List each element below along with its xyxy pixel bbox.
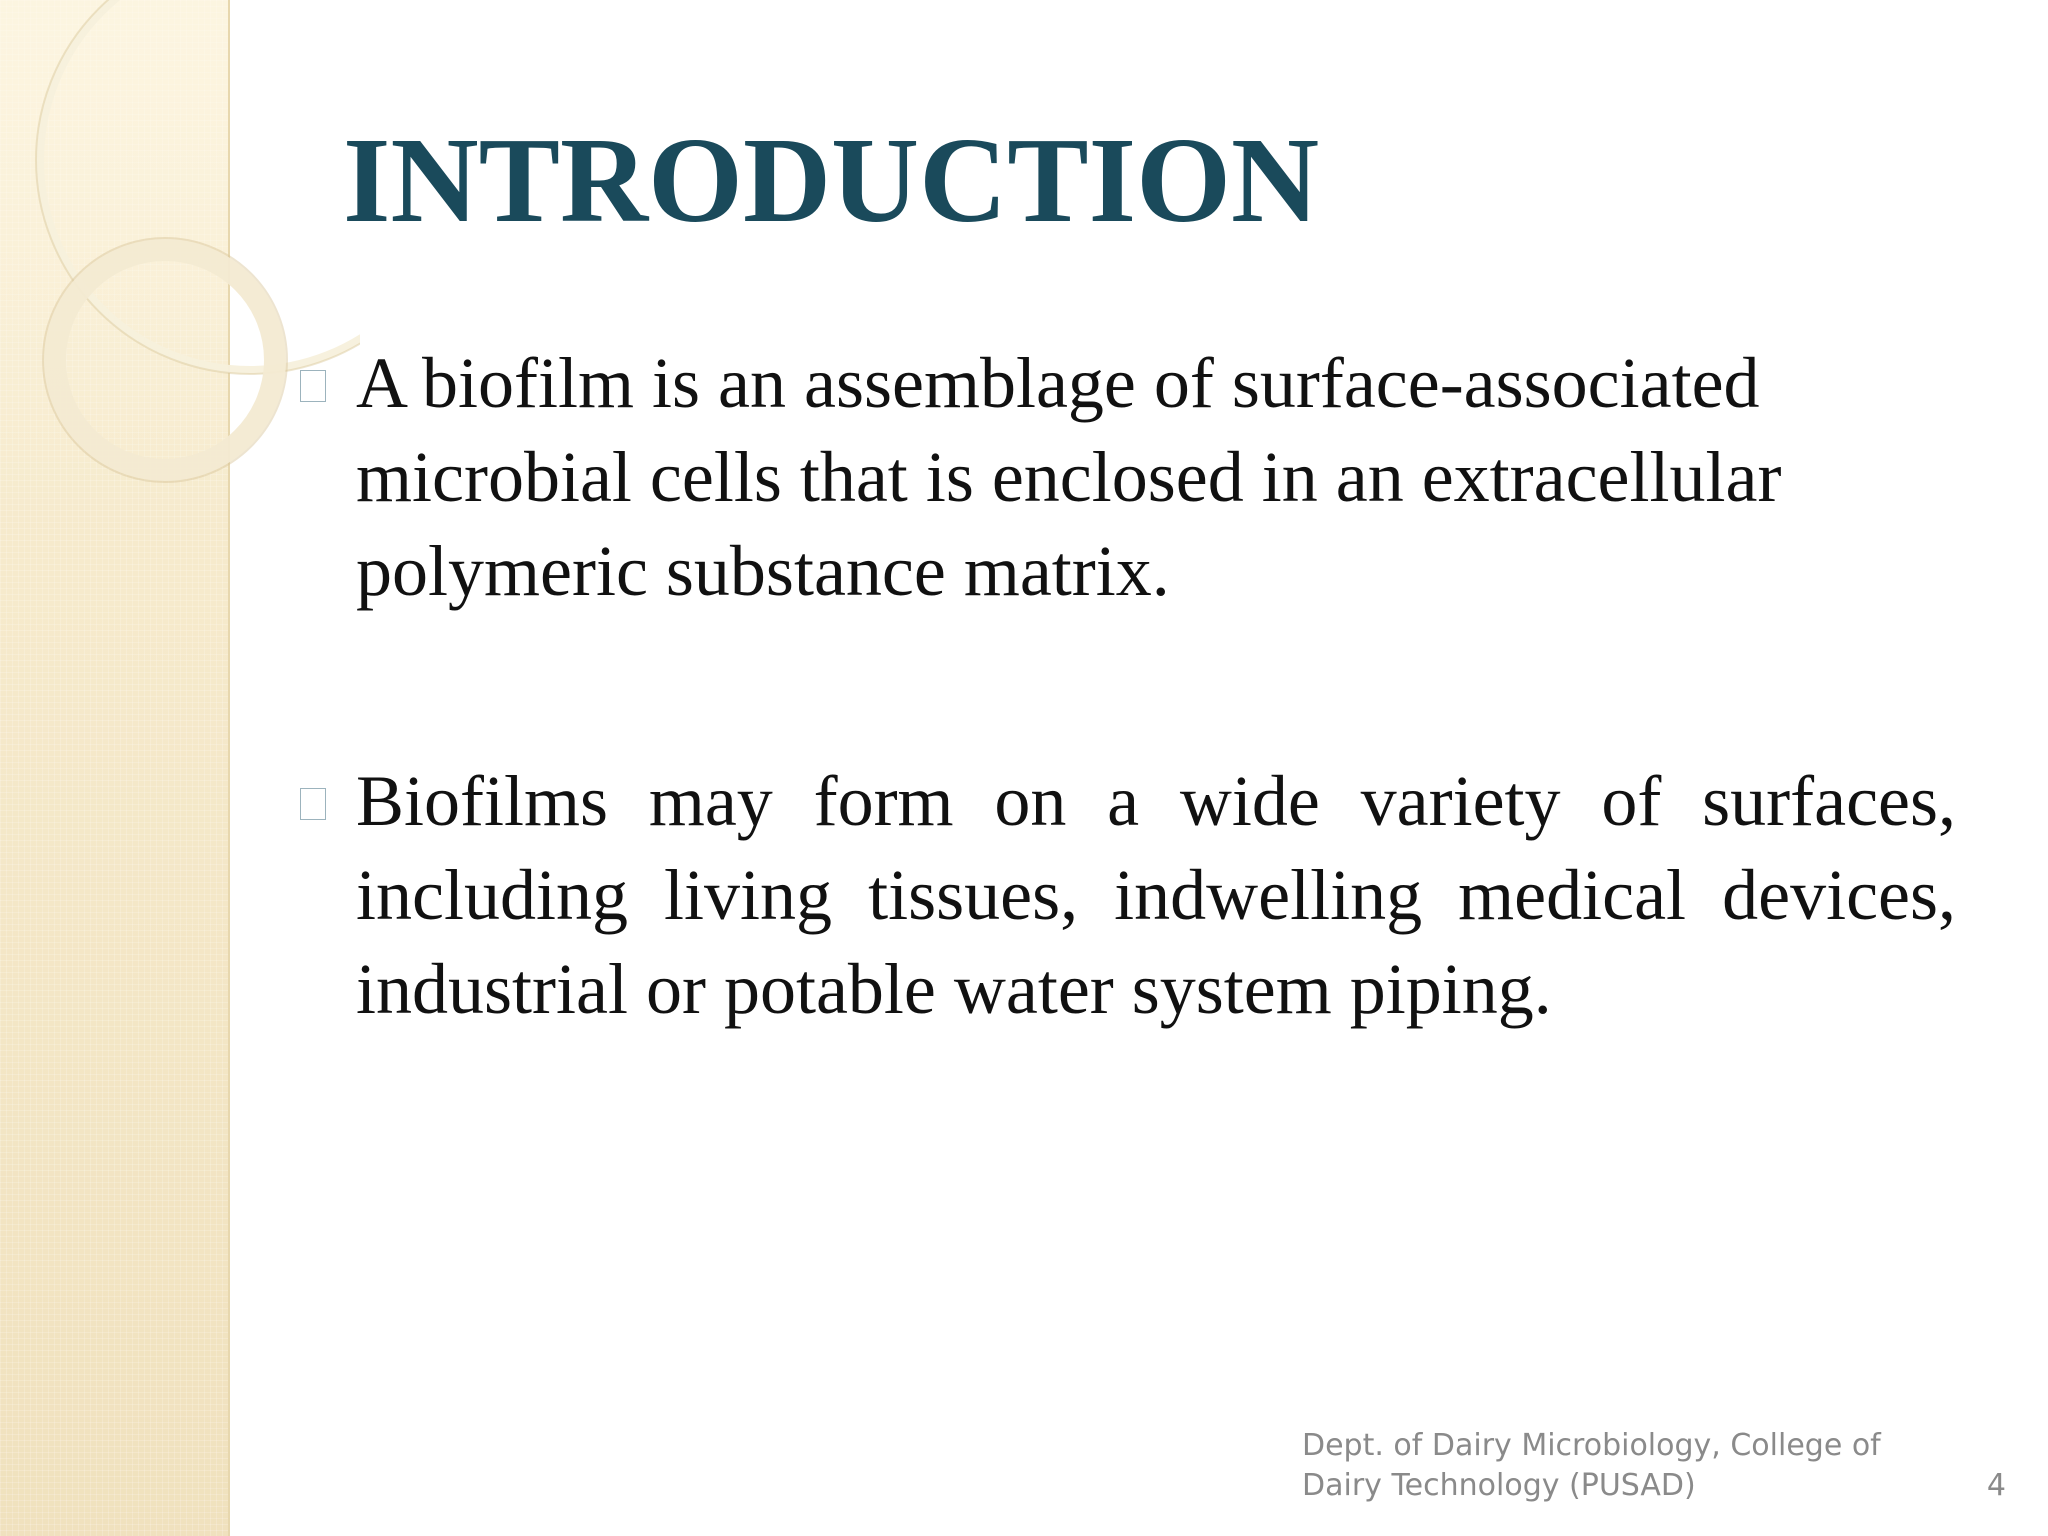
bullet-text: A biofilm is an assemblage of surface-associated microbial cells that is enclosed in an extracellular polymeric substance matrix. bbox=[356, 343, 1782, 611]
bullet-box-icon bbox=[300, 788, 326, 820]
large-ring bbox=[40, 0, 360, 370]
bullet-item-biofilm-definition bbox=[300, 336, 1960, 618]
bullet-text: Biofilms may form on a wide variety of surfaces, including living tissues, indwelling medical devices, industrial or potable water system piping. bbox=[356, 761, 1956, 1029]
large-ring-shadow bbox=[36, 0, 360, 374]
small-ring bbox=[55, 250, 275, 470]
footer-line-2: Dairy Technology (PUSAD) bbox=[1302, 1468, 1696, 1503]
slide-title: INTRODUCTION bbox=[343, 113, 1320, 248]
footer-line-1: Dept. of Dairy Microbiology, College of bbox=[1302, 1428, 1881, 1463]
bullet-item-biofilm-surfaces bbox=[300, 754, 1960, 1036]
slide-footer bbox=[1302, 1426, 1922, 1506]
slide-number: 4 bbox=[1986, 1468, 2006, 1503]
bullet-box-icon bbox=[300, 370, 326, 402]
